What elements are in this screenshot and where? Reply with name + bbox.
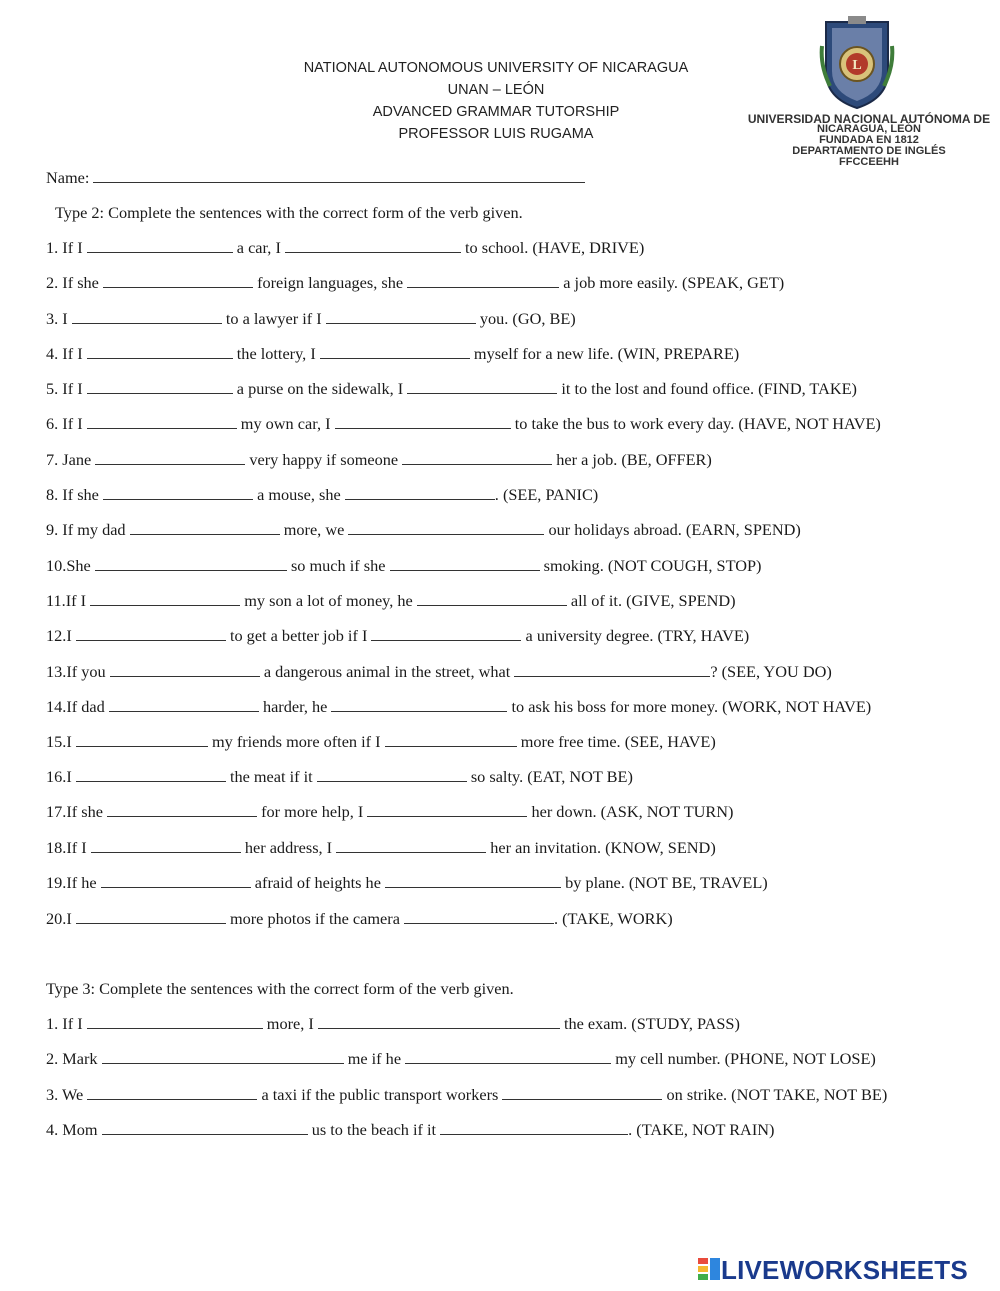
sentence-part: to school. (HAVE, DRIVE) — [465, 238, 645, 257]
answer-blank[interactable] — [385, 732, 517, 747]
answer-blank[interactable] — [72, 309, 222, 324]
type2-item-18 — [46, 838, 716, 858]
type3-item-1 — [46, 1014, 740, 1034]
sentence-part: myself for a new life. (WIN, PREPARE) — [473, 344, 740, 363]
type2-item-8 — [46, 485, 598, 505]
type2-item-12 — [46, 626, 749, 646]
answer-blank[interactable] — [331, 697, 507, 712]
sentence-part: so salty. (EAT, NOT BE) — [470, 767, 633, 786]
sentence-part: . (TAKE, WORK) — [554, 909, 673, 928]
sentence-part: more, we — [283, 520, 345, 539]
type3-instruction: Type 3: Complete the sentences with the correct form of the verb given. — [46, 979, 514, 998]
sentence-part: the exam. (STUDY, PASS) — [563, 1014, 740, 1033]
sentence-part: 18.If I — [46, 838, 87, 857]
name-input[interactable] — [93, 168, 585, 183]
type3-item-4 — [46, 1120, 774, 1140]
answer-blank[interactable] — [440, 1120, 628, 1135]
sentence-part: on strike. (NOT TAKE, NOT BE) — [666, 1085, 888, 1104]
sentence-part: my own car, I — [240, 414, 331, 433]
type3-item-2 — [46, 1049, 876, 1069]
answer-blank[interactable] — [345, 485, 495, 500]
type2-item-3 — [46, 309, 576, 329]
sentence-part: it to the lost and found office. (FIND, TAKE) — [561, 379, 857, 398]
sentence-part: 3. We — [46, 1085, 84, 1104]
sentence-part: a car, I — [236, 238, 281, 257]
sentence-part: 20.I — [46, 909, 72, 928]
answer-blank[interactable] — [404, 909, 554, 924]
sentence-part: 13.If you — [46, 662, 106, 681]
header-course: ADVANCED GRAMMAR TUTORSHIP — [372, 104, 620, 120]
sentence-part: 7. Jane — [46, 450, 92, 469]
answer-blank[interactable] — [101, 873, 251, 888]
type2-item-20 — [46, 909, 673, 929]
university-crest-icon — [818, 16, 896, 112]
answer-blank[interactable] — [102, 1049, 344, 1064]
answer-blank[interactable] — [95, 556, 287, 571]
sentence-part: 6. If I — [46, 414, 83, 433]
type2-item-13 — [46, 662, 832, 682]
sentence-part: you. (GO, BE) — [479, 309, 576, 328]
liveworksheets-brand[interactable] — [697, 1255, 968, 1285]
sentence-part: her an invitation. (KNOW, SEND) — [490, 838, 716, 857]
sentence-part: 1. If I — [46, 238, 83, 257]
sentence-part: the lottery, I — [236, 344, 316, 363]
type2-item-14 — [46, 697, 871, 717]
answer-blank[interactable] — [417, 591, 567, 606]
sentence-part: to a lawyer if I — [225, 309, 322, 328]
sentence-part: 11.If I — [46, 591, 87, 610]
answer-blank[interactable] — [407, 273, 559, 288]
answer-blank[interactable] — [87, 1085, 257, 1100]
answer-blank[interactable] — [110, 662, 260, 677]
type2-item-2 — [46, 273, 784, 293]
sentence-part: 12.I — [46, 626, 72, 645]
sentence-part: a dangerous animal in the street, what — [263, 662, 511, 681]
svg-text:L: L — [852, 58, 862, 73]
answer-blank[interactable] — [76, 767, 226, 782]
sentence-part: 5. If I — [46, 379, 83, 398]
sentence-part: a mouse, she — [257, 485, 341, 504]
answer-blank[interactable] — [109, 697, 259, 712]
answer-blank[interactable] — [87, 414, 237, 429]
answer-blank[interactable] — [76, 909, 226, 924]
answer-blank[interactable] — [285, 238, 461, 253]
type3-item-3 — [46, 1085, 887, 1105]
type2-item-15 — [46, 732, 716, 752]
sentence-part: more photos if the camera — [229, 909, 400, 928]
type2-item-6 — [46, 414, 881, 434]
sentence-part: . (SEE, PANIC) — [494, 485, 599, 504]
answer-blank[interactable] — [320, 344, 470, 359]
sentence-part: more free time. (SEE, HAVE) — [520, 732, 716, 751]
header-campus: UNAN – LEÓN — [447, 82, 545, 98]
type2-item-5 — [46, 379, 857, 399]
answer-blank[interactable] — [87, 238, 233, 253]
answer-blank[interactable] — [390, 556, 540, 571]
answer-blank[interactable] — [91, 838, 241, 853]
answer-blank[interactable] — [385, 873, 561, 888]
sentence-part: 19.If he — [46, 873, 97, 892]
answer-blank[interactable] — [348, 520, 544, 535]
sentence-part: me if he — [347, 1049, 402, 1068]
crest-caption-line3: FUNDADA EN 1812 — [819, 134, 919, 146]
answer-blank[interactable] — [407, 379, 557, 394]
sentence-part: to ask his boss for more money. (WORK, NOT HAVE) — [511, 697, 872, 716]
sentence-part: for more help, I — [261, 802, 364, 821]
sentence-part: 8. If she — [46, 485, 99, 504]
sentence-part: a taxi if the public transport workers — [261, 1085, 499, 1104]
answer-blank[interactable] — [402, 450, 552, 465]
answer-blank[interactable] — [103, 485, 253, 500]
type2-instruction: Type 2: Complete the sentences with the correct form of the verb given. — [55, 203, 523, 222]
sentence-part: 4. If I — [46, 344, 83, 363]
answer-blank[interactable] — [405, 1049, 611, 1064]
answer-blank[interactable] — [367, 802, 527, 817]
sentence-part: by plane. (NOT BE, TRAVEL) — [565, 873, 768, 892]
sentence-part: so much if she — [290, 556, 386, 575]
sentence-part: 9. If my dad — [46, 520, 126, 539]
sentence-part: 14.If dad — [46, 697, 105, 716]
type2-item-19 — [46, 873, 768, 893]
type2-item-4 — [46, 344, 739, 364]
sentence-part: a job more easily. (SPEAK, GET) — [563, 273, 785, 292]
sentence-part: 17.If she — [46, 802, 103, 821]
sentence-part: my friends more often if I — [211, 732, 381, 751]
type2-item-9 — [46, 520, 801, 540]
answer-blank[interactable] — [107, 802, 257, 817]
sentence-part: my cell number. (PHONE, NOT LOSE) — [615, 1049, 876, 1068]
sentence-part: her down. (ASK, NOT TURN) — [531, 802, 734, 821]
answer-blank[interactable] — [502, 1085, 662, 1100]
sentence-part: all of it. (GIVE, SPEND) — [570, 591, 736, 610]
answer-blank[interactable] — [87, 379, 233, 394]
name-row — [46, 168, 585, 188]
sentence-part: my son a lot of money, he — [244, 591, 413, 610]
type2-item-1 — [46, 238, 644, 258]
header-university: NATIONAL AUTONOMOUS UNIVERSITY OF NICARAGUA — [303, 60, 689, 76]
sentence-part: smoking. (NOT COUGH, STOP) — [543, 556, 762, 575]
sentence-part: 15.I — [46, 732, 72, 751]
sentence-part: her a job. (BE, OFFER) — [556, 450, 712, 469]
sentence-part: her address, I — [244, 838, 333, 857]
header-professor: PROFESSOR LUIS RUGAMA — [398, 126, 594, 142]
sentence-part: to take the bus to work every day. (HAVE, NOT HAVE) — [514, 414, 881, 433]
sentence-part: us to the beach if it — [311, 1120, 437, 1139]
answer-blank[interactable] — [76, 626, 226, 641]
answer-blank[interactable] — [102, 1120, 308, 1135]
answer-blank[interactable] — [371, 626, 521, 641]
sentence-part: our holidays abroad. (EARN, SPEND) — [548, 520, 801, 539]
crest-caption-line2: NICARAGUA, LEÓN — [817, 123, 921, 135]
crest-caption-line4: DEPARTAMENTO DE INGLÉS — [792, 145, 946, 157]
answer-blank[interactable] — [514, 662, 710, 677]
crest-caption-line1: UNIVERSIDAD NACIONAL AUTÓNOMA DE — [747, 112, 991, 126]
type2-item-17 — [46, 802, 733, 822]
sentence-part: harder, he — [262, 697, 328, 716]
sentence-part: very happy if someone — [249, 450, 399, 469]
sentence-part: to get a better job if I — [229, 626, 368, 645]
sentence-part: 2. If she — [46, 273, 99, 292]
answer-blank[interactable] — [317, 767, 467, 782]
sentence-part: 1. If I — [46, 1014, 83, 1033]
sentence-part: afraid of heights he — [254, 873, 381, 892]
answer-blank[interactable] — [95, 450, 245, 465]
sentence-part: more, I — [266, 1014, 314, 1033]
answer-blank[interactable] — [335, 414, 511, 429]
type2-item-7 — [46, 450, 712, 470]
sentence-part: 2. Mark — [46, 1049, 98, 1068]
sentence-part: . (TAKE, NOT RAIN) — [628, 1120, 775, 1139]
answer-blank[interactable] — [336, 838, 486, 853]
sentence-part: a purse on the sidewalk, I — [236, 379, 404, 398]
sentence-part: 16.I — [46, 767, 72, 786]
answer-blank[interactable] — [76, 732, 208, 747]
sentence-part: foreign languages, she — [257, 273, 404, 292]
answer-blank[interactable] — [87, 344, 233, 359]
answer-blank[interactable] — [318, 1014, 560, 1029]
sentence-part: the meat if it — [229, 767, 313, 786]
name-label: Name: — [46, 168, 90, 187]
answer-blank[interactable] — [87, 1014, 263, 1029]
type2-item-11 — [46, 591, 736, 611]
liveworksheets-logo-icon — [697, 1256, 721, 1284]
sentence-part: 4. Mom — [46, 1120, 98, 1139]
type2-item-16 — [46, 767, 633, 787]
sentence-part: 3. I — [46, 309, 68, 328]
crest-caption-line5: FFCCEEHH — [839, 156, 899, 168]
answer-blank[interactable] — [103, 273, 253, 288]
sentence-part: 10.She — [46, 556, 91, 575]
sentence-part: a university degree. (TRY, HAVE) — [525, 626, 750, 645]
answer-blank[interactable] — [130, 520, 280, 535]
answer-blank[interactable] — [90, 591, 240, 606]
liveworksheets-wordmark: LIVEWORKSHEETS — [721, 1254, 968, 1285]
type2-item-10 — [46, 556, 761, 576]
answer-blank[interactable] — [326, 309, 476, 324]
sentence-part: ? (SEE, YOU DO) — [710, 662, 832, 681]
